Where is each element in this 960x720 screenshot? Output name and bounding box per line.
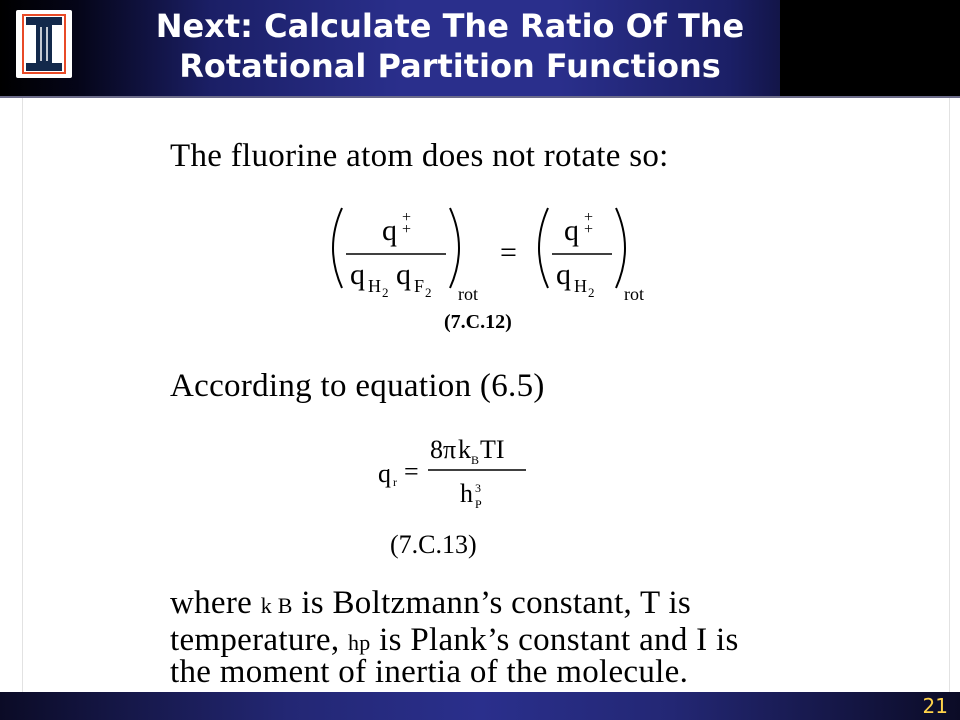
right-margin-strip <box>949 98 960 692</box>
slide-title-line2: Rotational Partition Functions <box>179 47 721 85</box>
where-line-2-rest: is Plank’s constant and I is <box>379 622 739 658</box>
where-line-1 <box>170 585 691 622</box>
footer-band <box>0 692 960 720</box>
svg-text:TI: TI <box>480 435 505 464</box>
boltzmann-symbol: k B <box>260 593 293 618</box>
svg-text:2: 2 <box>382 285 389 300</box>
svg-text:+: + <box>402 209 412 226</box>
svg-text:h: h <box>460 479 473 508</box>
svg-text:π: π <box>443 435 457 464</box>
equation-label-7c12: (7.C.12) <box>444 311 512 333</box>
svg-text:rot: rot <box>624 284 644 304</box>
according-text: According to equation (6.5) <box>170 368 545 404</box>
intro-text: The fluorine atom does not rotate so: <box>170 138 669 174</box>
svg-text:F: F <box>414 276 425 296</box>
svg-text:q: q <box>378 459 391 488</box>
header-band <box>0 0 960 98</box>
equation-label-7c13: (7.C.13) <box>390 530 477 559</box>
page-number: 21 <box>922 694 948 718</box>
svg-text:=: = <box>500 236 517 269</box>
svg-text:+: + <box>402 221 412 238</box>
where-line-3: the moment of inertia of the molecule. <box>170 654 689 690</box>
svg-text:k: k <box>458 435 471 464</box>
svg-text:q: q <box>382 214 397 247</box>
svg-text:B: B <box>471 453 480 467</box>
equation-ratio-rotational <box>320 200 670 310</box>
svg-text:3: 3 <box>475 481 481 495</box>
svg-text:2: 2 <box>425 285 432 300</box>
left-margin-strip <box>0 98 23 692</box>
svg-text:H: H <box>574 276 587 296</box>
svg-text:q: q <box>564 214 579 247</box>
equation-rotational-partition <box>372 430 552 520</box>
planck-symbol: hp <box>347 630 371 655</box>
header-right-panel <box>780 0 960 96</box>
svg-text:r: r <box>393 475 397 489</box>
university-logo <box>16 10 72 78</box>
svg-text:P: P <box>475 497 482 511</box>
svg-text:+: + <box>584 209 594 226</box>
svg-text:H: H <box>368 276 381 296</box>
where-word: where <box>170 585 253 621</box>
svg-text:8: 8 <box>430 435 443 464</box>
svg-text:+: + <box>584 221 594 238</box>
slide-title-line1: Next: Calculate The Ratio Of The <box>155 7 745 45</box>
svg-text:q: q <box>556 258 571 291</box>
svg-text:2: 2 <box>588 285 595 300</box>
slide-title <box>100 6 800 86</box>
svg-text:rot: rot <box>458 284 478 304</box>
svg-text:q: q <box>350 258 365 291</box>
temperature-word: temperature, <box>170 622 340 658</box>
svg-text:=: = <box>404 457 419 486</box>
svg-text:q: q <box>396 258 411 291</box>
where-line-1-rest: is Boltzmann’s constant, T is <box>301 585 692 621</box>
